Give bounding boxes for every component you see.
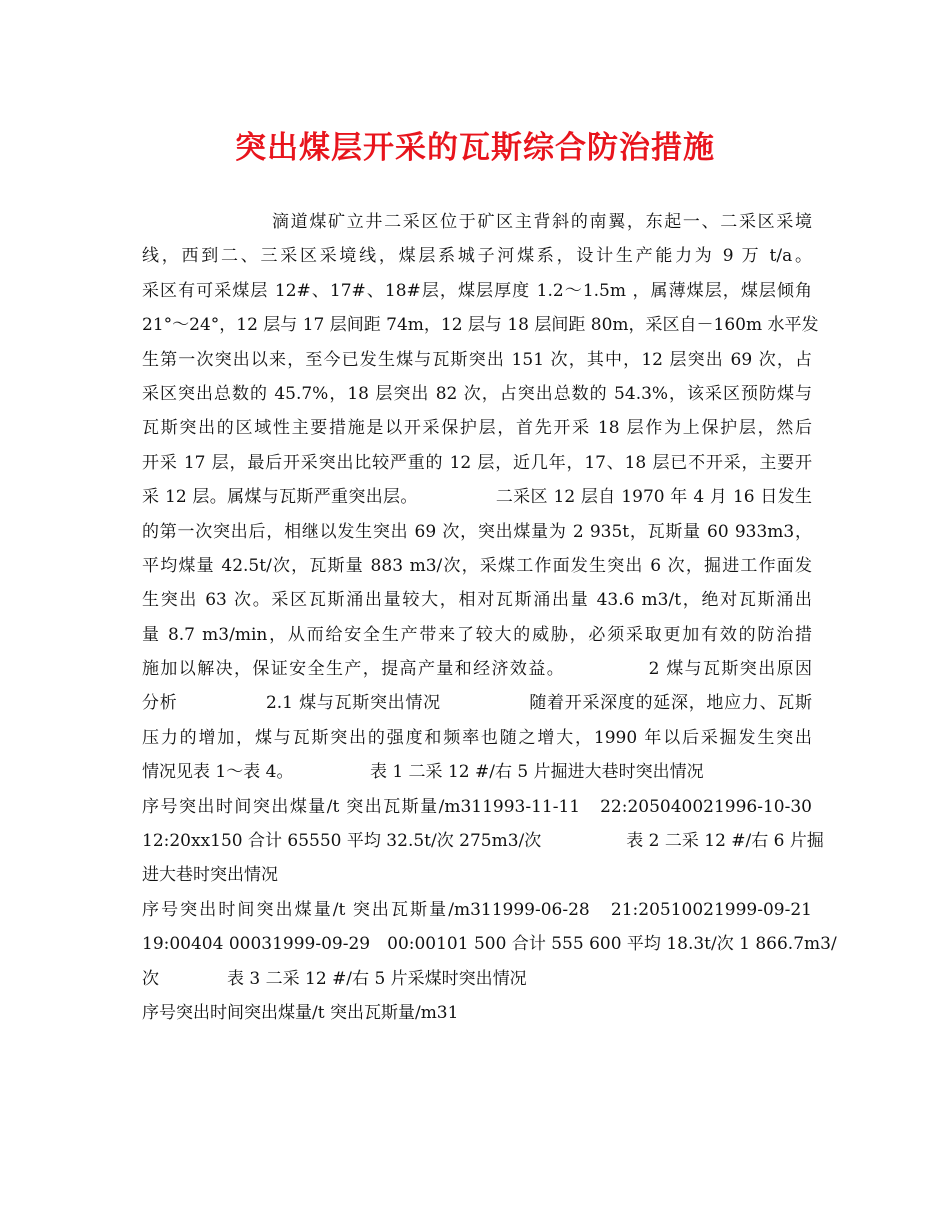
text-line: 压力的增加，煤与瓦斯突出的强度和频率也随之增大，1990 年以后采掘发生突出 [142, 727, 812, 748]
text-line: 进大巷时突出情况 [142, 865, 278, 886]
text-line: 瓦斯突出的区域性主要措施是以开采保护层，首先开采 18 层作为上保护层，然后 [142, 418, 812, 439]
text-line: 12:20xx150 合计 65550 平均 32.5t/次 275m3/次 表 2 二采 12 #/右 6 片掘 [142, 831, 824, 852]
text-line: 采 12 层。属煤与瓦斯严重突出层。 二采区 12 层自 1970 年 4 月 16 日发生 [142, 487, 812, 508]
text-line: 次 表 3 二采 12 #/右 5 片采煤时突出情况 [142, 968, 527, 989]
document-title: 突出煤层开采的瓦斯综合防治措施 [235, 130, 715, 166]
text-line: 分析 2.1 煤与瓦斯突出情况 随着开采深度的延深，地应力、瓦斯 [142, 693, 812, 714]
text-line: 21°～24°，12 层与 17 层间距 74m，12 层与 18 层间距 80m，采区自－160m 水平发 [142, 315, 819, 336]
text-line: 采区有可采煤层 12#、17#、18#层，煤层厚度 1.2～1.5m ，属薄煤层，煤层倾角 [142, 280, 812, 301]
text-line: 情况见表 1～表 4。 表 1 二采 12 #/右 5 片掘进大巷时突出情况 [142, 762, 704, 783]
text-line: 采区突出总数的 45.7%，18 层突出 82 次，占突出总数的 54.3%，该采区预防煤与 [142, 383, 812, 404]
text-line: 施加以解决，保证安全生产，提高产量和经济效益。 2 煤与瓦斯突出原因 [142, 659, 812, 680]
text-line: 开采 17 层，最后开采突出比较严重的 12 层，近几年，17、18 层已不开采，主要开 [142, 452, 812, 473]
text-line: 19:00404 00031999-09-29 00:00101 500 合计 555 600 平均 18.3t/次 1 866.7m3/ [142, 934, 837, 955]
text-line: 的第一次突出后，相继以发生突出 69 次，突出煤量为 2 935t，瓦斯量 60 933m3， [142, 521, 812, 542]
text-line: 序号突出时间突出煤量/t 突出瓦斯量/m311993-11-11 22:205040021996-10-30 [142, 796, 812, 817]
text-line: 序号突出时间突出煤量/t 突出瓦斯量/m31 [142, 1002, 459, 1023]
document-body [142, 205, 837, 1030]
text-line: 量 8.7 m3/min，从而给安全生产带来了较大的威胁，必须采取更加有效的防治措 [142, 624, 812, 645]
text-line: 平均煤量 42.5t/次，瓦斯量 883 m3/次，采煤工作面发生突出 6 次，掘进工作面发 [142, 555, 812, 576]
text-line: 线，西到二、三采区采境线，煤层系城子河煤系，设计生产能力为 9 万 t/a。 [142, 246, 812, 267]
text-line: 生突出 63 次。采区瓦斯涌出量较大，相对瓦斯涌出量 43.6 m3/t，绝对瓦斯涌出 [142, 590, 812, 611]
text-line: 序号突出时间突出煤量/t 突出瓦斯量/m311999-06-28 21:20510021999-09-21 [142, 899, 812, 920]
text-line: 生第一次突出以来，至今已发生煤与瓦斯突出 151 次，其中，12 层突出 69 次，占 [142, 349, 812, 370]
text-line: 滴道煤矿立井二采区位于矿区主背斜的南翼，东起一、二采区采境 [272, 212, 812, 232]
